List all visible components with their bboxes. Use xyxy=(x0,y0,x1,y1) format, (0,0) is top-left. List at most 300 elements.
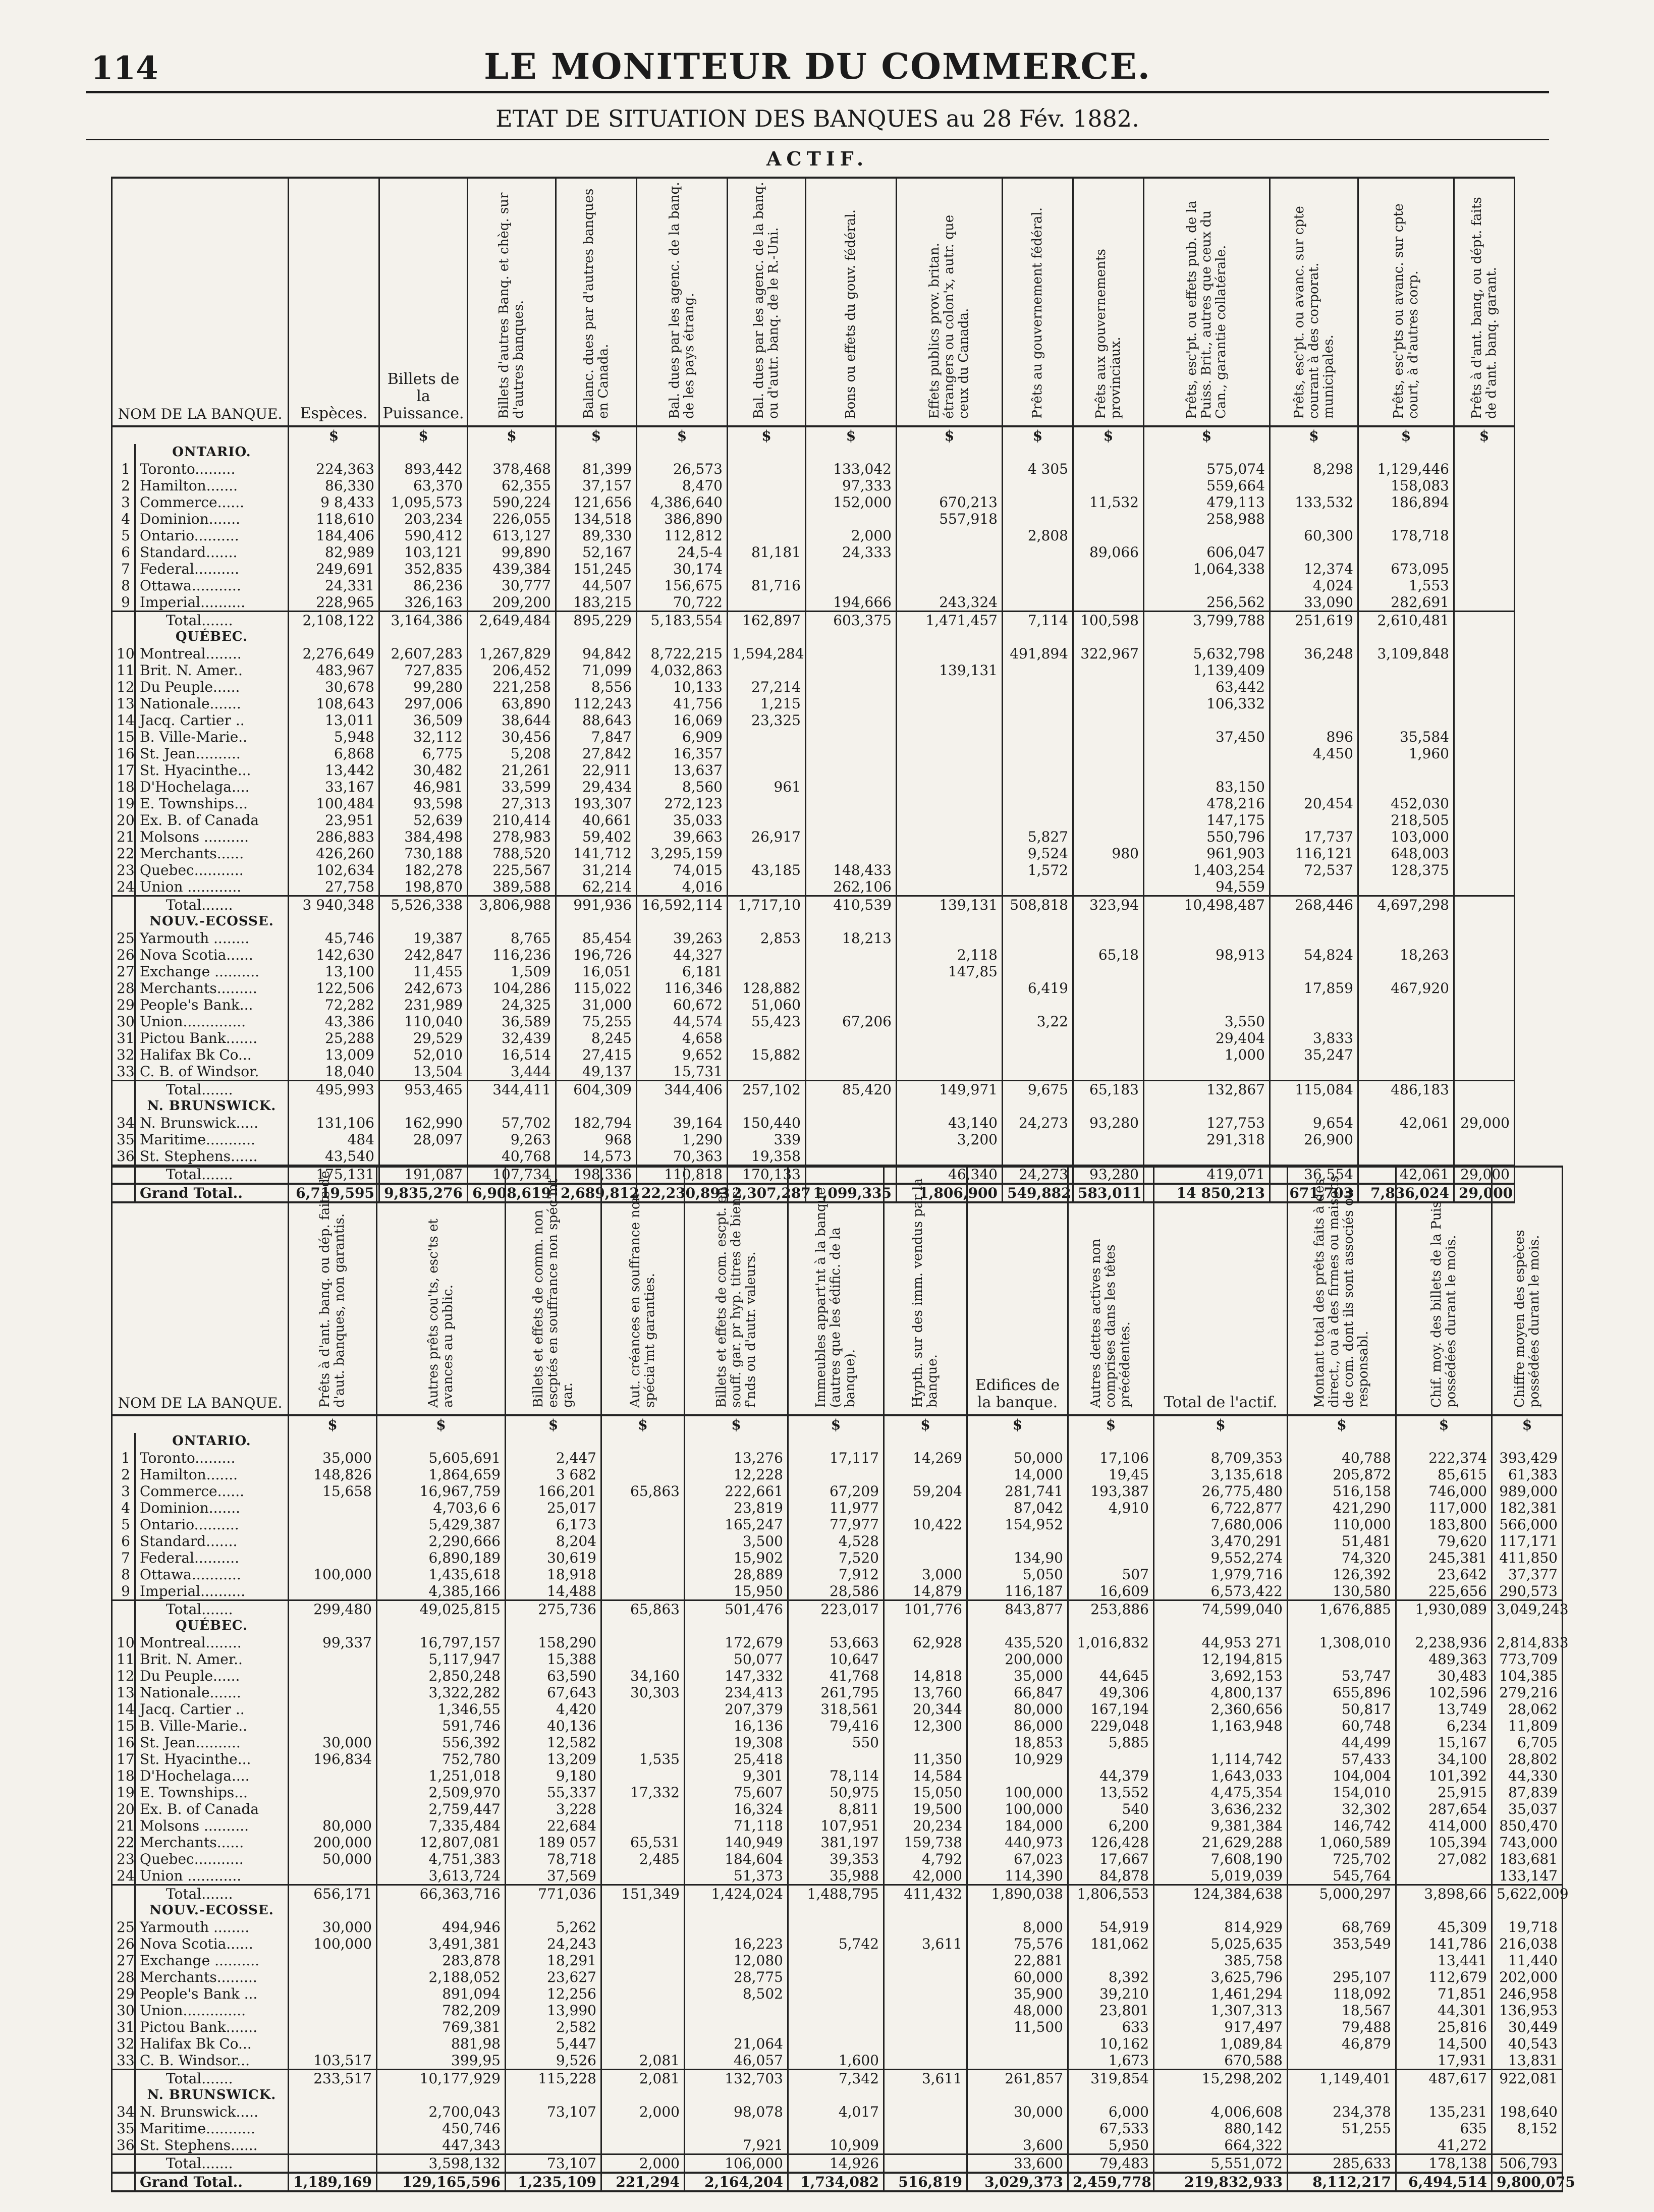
bank-row xyxy=(112,862,1515,878)
value-cell xyxy=(1358,1131,1454,1148)
value-cell: 3,322,282 xyxy=(377,1684,506,1701)
value-cell: 4,450 xyxy=(1270,745,1358,762)
value-cell: 65,863 xyxy=(601,1600,685,1618)
value-cell xyxy=(1073,779,1144,795)
value-cell xyxy=(1068,1533,1154,1550)
currency-symbol: $ xyxy=(897,426,1003,444)
value-cell: 435,520 xyxy=(967,1634,1068,1651)
column-header-label: Edifices de la banque. xyxy=(975,1376,1060,1411)
bank-row xyxy=(112,1718,1563,1734)
value-cell xyxy=(1358,1013,1454,1030)
value-cell xyxy=(1003,997,1073,1013)
value-cell: 16,797,157 xyxy=(377,1634,506,1651)
bank-row xyxy=(112,930,1515,947)
value-cell xyxy=(1073,712,1144,729)
value-cell xyxy=(1358,511,1454,527)
column-header xyxy=(728,178,806,426)
empty-cell xyxy=(1288,2087,1396,2104)
row-index: 10 xyxy=(112,1634,135,1651)
value-cell: 116,346 xyxy=(637,980,728,997)
value-cell xyxy=(728,845,806,862)
row-index: 1 xyxy=(112,1450,135,1466)
value-cell xyxy=(1454,729,1515,745)
row-index: 13 xyxy=(112,1684,135,1701)
value-cell: 9,552,274 xyxy=(1154,1550,1288,1566)
value-cell: 393,429 xyxy=(1492,1450,1563,1466)
value-cell: 4,528 xyxy=(788,1533,884,1550)
value-cell: 39,263 xyxy=(637,930,728,947)
bank-name: Union.............. xyxy=(135,1013,289,1030)
value-cell: 12,194,815 xyxy=(1154,1651,1288,1668)
value-cell xyxy=(1144,577,1270,594)
value-cell: 16,324 xyxy=(685,1801,788,1817)
value-cell xyxy=(884,1500,967,1516)
value-cell xyxy=(1144,997,1270,1013)
empty-cell xyxy=(1454,444,1515,461)
journal-title: LE MONITEUR DU COMMERCE. xyxy=(484,45,1151,87)
value-cell xyxy=(1073,729,1144,745)
empty-cell xyxy=(1144,629,1270,645)
value-cell xyxy=(1003,779,1073,795)
value-cell: 1,163,948 xyxy=(1154,1718,1288,1734)
value-cell: 384,498 xyxy=(379,828,468,845)
value-cell: 478,216 xyxy=(1144,795,1270,812)
value-cell: 291,318 xyxy=(1144,1131,1270,1148)
value-cell: 752,780 xyxy=(377,1751,506,1767)
empty-cell xyxy=(1358,1098,1454,1115)
currency-symbol: $ xyxy=(1288,1415,1396,1433)
value-cell: 27,214 xyxy=(728,679,806,695)
value-cell xyxy=(289,1668,377,1684)
value-cell: 81,181 xyxy=(728,544,806,561)
currency-symbol: $ xyxy=(967,1415,1068,1433)
empty-cell xyxy=(377,1433,506,1450)
row-index: 27 xyxy=(112,963,135,980)
empty-cell xyxy=(685,1618,788,1634)
empty-cell xyxy=(112,1415,289,1433)
value-cell: 53,747 xyxy=(1288,1668,1396,1684)
value-cell xyxy=(1454,577,1515,594)
row-index: 31 xyxy=(112,2019,135,2035)
value-cell: 48,000 xyxy=(967,2002,1068,2019)
value-cell: 112,679 xyxy=(1396,1969,1492,1985)
value-cell: 2,689,812 xyxy=(556,1184,637,1202)
value-cell xyxy=(806,1063,897,1081)
assets-table-part-1 xyxy=(111,177,1515,1203)
value-cell: 2,759,447 xyxy=(377,1801,506,1817)
value-cell: 74,599,040 xyxy=(1154,1600,1288,1618)
bank-name: Standard....... xyxy=(135,1533,289,1550)
bank-name: Merchants......... xyxy=(135,980,289,997)
value-cell xyxy=(897,980,1003,997)
value-cell: 20,344 xyxy=(884,1701,967,1718)
value-cell: 10,422 xyxy=(884,1516,967,1533)
bank-row xyxy=(112,1985,1563,2002)
bank-name: Standard....... xyxy=(135,544,289,561)
value-cell: 4,800,137 xyxy=(1154,1684,1288,1701)
value-cell xyxy=(788,2120,884,2137)
bank-name: Dominion....... xyxy=(135,1500,289,1516)
value-cell xyxy=(897,997,1003,1013)
value-cell: 16,069 xyxy=(637,712,728,729)
value-cell: 297,006 xyxy=(379,695,468,712)
value-cell xyxy=(1073,812,1144,828)
bank-row xyxy=(112,729,1515,745)
value-cell xyxy=(1358,1030,1454,1046)
value-cell xyxy=(1454,494,1515,511)
province-total-row xyxy=(112,2070,1563,2087)
value-cell: 6,775 xyxy=(379,745,468,762)
value-cell xyxy=(1068,1952,1154,1969)
value-cell xyxy=(884,2104,967,2120)
value-cell: 154,010 xyxy=(1288,1784,1396,1801)
value-cell: 557,918 xyxy=(897,511,1003,527)
value-cell xyxy=(1073,997,1144,1013)
empty-cell xyxy=(468,1098,556,1115)
value-cell: 100,598 xyxy=(1073,612,1144,629)
value-cell: 15,388 xyxy=(506,1651,601,1668)
value-cell: 655,896 xyxy=(1288,1684,1396,1701)
value-cell: 15,950 xyxy=(685,1583,788,1600)
row-index: 32 xyxy=(112,2035,135,2052)
value-cell: 118,610 xyxy=(289,511,379,527)
value-cell: 389,588 xyxy=(468,878,556,896)
value-cell xyxy=(1003,1131,1073,1148)
value-cell xyxy=(806,561,897,577)
empty-cell xyxy=(637,913,728,930)
value-cell: 128,882 xyxy=(728,980,806,997)
value-cell: 17,667 xyxy=(1068,1851,1154,1867)
value-cell xyxy=(897,812,1003,828)
value-cell: 9,180 xyxy=(506,1767,601,1784)
value-cell: 110,000 xyxy=(1288,1516,1396,1533)
value-cell: 550,796 xyxy=(1144,828,1270,845)
value-cell xyxy=(289,2120,377,2137)
value-cell xyxy=(1454,1148,1515,1166)
value-cell: 21,629,288 xyxy=(1154,1834,1288,1851)
value-cell: 184,604 xyxy=(685,1851,788,1867)
value-cell: 122,506 xyxy=(289,980,379,997)
value-cell: 9 8,433 xyxy=(289,494,379,511)
row-index: 20 xyxy=(112,1801,135,1817)
value-cell: 2,000 xyxy=(601,2154,685,2173)
bank-name: Merchants...... xyxy=(135,845,289,862)
value-cell: 1,060,589 xyxy=(1288,1834,1396,1851)
subtitle-rule xyxy=(86,139,1549,140)
value-cell: 55,337 xyxy=(506,1784,601,1801)
value-cell: 67,209 xyxy=(788,1483,884,1500)
column-header-label: Hypth. sur des imm. vendus par la banque. xyxy=(910,1178,940,1408)
bank-name: Yarmouth ........ xyxy=(135,930,289,947)
value-cell: 28,586 xyxy=(788,1583,884,1600)
value-cell xyxy=(806,745,897,762)
value-cell: 606,047 xyxy=(1144,544,1270,561)
column-header xyxy=(289,178,379,426)
empty-cell xyxy=(506,1902,601,1919)
value-cell: 725,702 xyxy=(1288,1851,1396,1867)
value-cell xyxy=(1003,729,1073,745)
column-header-label: Immeubles appart'nt à la banque (autres que les édific. de la banque). xyxy=(813,1187,858,1408)
value-cell: 6,419 xyxy=(1003,980,1073,997)
value-cell: 7,912 xyxy=(788,1566,884,1583)
value-cell xyxy=(1288,1952,1396,1969)
value-cell: 30,678 xyxy=(289,679,379,695)
value-cell: 344,411 xyxy=(468,1081,556,1098)
column-header xyxy=(1288,1167,1396,1415)
value-cell xyxy=(1073,963,1144,980)
column-header-row xyxy=(112,1167,1563,1415)
value-cell: 100,484 xyxy=(289,795,379,812)
value-cell: 8,811 xyxy=(788,1801,884,1817)
value-cell: 1,553 xyxy=(1358,577,1454,594)
value-cell xyxy=(1454,845,1515,862)
value-cell: 479,113 xyxy=(1144,494,1270,511)
value-cell: 110,040 xyxy=(379,1013,468,1030)
province-section-row xyxy=(112,2087,1563,2104)
value-cell: 198,336 xyxy=(556,1166,637,1184)
column-header xyxy=(468,178,556,426)
value-cell xyxy=(506,2137,601,2154)
value-cell xyxy=(1073,1013,1144,1030)
value-cell xyxy=(884,2154,967,2173)
bank-row xyxy=(112,1634,1563,1651)
value-cell xyxy=(897,845,1003,862)
column-header xyxy=(685,1167,788,1415)
value-cell xyxy=(967,2052,1068,2070)
value-cell xyxy=(1144,963,1270,980)
empty-cell xyxy=(884,2087,967,2104)
value-cell xyxy=(1358,1148,1454,1166)
value-cell: 590,412 xyxy=(379,527,468,544)
value-cell: 19,358 xyxy=(728,1148,806,1166)
empty-cell xyxy=(377,1618,506,1634)
value-cell xyxy=(806,1148,897,1166)
value-cell: 4,751,383 xyxy=(377,1851,506,1867)
value-cell: 44,645 xyxy=(1068,1668,1154,1684)
value-cell: 4,385,166 xyxy=(377,1583,506,1600)
value-cell: 16,967,759 xyxy=(377,1483,506,1500)
bank-name: Dominion....... xyxy=(135,511,289,527)
value-cell: 2,649,484 xyxy=(468,612,556,629)
value-cell: 182,278 xyxy=(379,862,468,878)
value-cell xyxy=(1073,695,1144,712)
value-cell xyxy=(1454,527,1515,544)
currency-symbol: $ xyxy=(1454,426,1515,444)
bank-name: Montreal........ xyxy=(135,1634,289,1651)
value-cell: 24,325 xyxy=(468,997,556,1013)
value-cell: 3,295,159 xyxy=(637,845,728,862)
empty-cell xyxy=(289,2087,377,2104)
bank-row xyxy=(112,845,1515,862)
value-cell xyxy=(1454,862,1515,878)
row-index: 13 xyxy=(112,695,135,712)
value-cell: 21,261 xyxy=(468,762,556,779)
value-cell: 34,100 xyxy=(1396,1751,1492,1767)
value-cell: 222,661 xyxy=(685,1483,788,1500)
value-cell: 25,816 xyxy=(1396,2019,1492,2035)
column-header-label: Billets d'autres Banq. et chèq. sur d'autres banques. xyxy=(497,192,526,419)
value-cell: 5,551,072 xyxy=(1154,2154,1288,2173)
province-total-row xyxy=(112,1885,1563,1903)
value-cell xyxy=(897,561,1003,577)
value-cell: 242,847 xyxy=(379,947,468,963)
value-cell: 229,048 xyxy=(1068,1718,1154,1734)
empty-cell xyxy=(1003,1098,1073,1115)
value-cell: 35,033 xyxy=(637,812,728,828)
value-cell: 209,200 xyxy=(468,594,556,612)
currency-row xyxy=(112,1415,1563,1433)
value-cell xyxy=(1003,1063,1073,1081)
value-cell: 9,652 xyxy=(637,1046,728,1063)
empty-cell xyxy=(556,444,637,461)
value-cell xyxy=(1270,1063,1358,1081)
value-cell: 501,476 xyxy=(685,1600,788,1618)
value-cell: 1,960 xyxy=(1358,745,1454,762)
column-header xyxy=(637,178,728,426)
empty-cell xyxy=(884,1433,967,1450)
row-index xyxy=(112,2070,135,2087)
bank-name: People's Bank... xyxy=(135,997,289,1013)
value-cell: 65,531 xyxy=(601,1834,685,1851)
value-cell xyxy=(1003,712,1073,729)
value-cell: 159,738 xyxy=(884,1834,967,1851)
value-cell xyxy=(1003,695,1073,712)
value-cell: 133,042 xyxy=(806,461,897,477)
bank-name: Molsons .......... xyxy=(135,1817,289,1834)
bank-row xyxy=(112,812,1515,828)
table-body xyxy=(112,1415,1575,2191)
bank-name: C. B. of Windsor. xyxy=(135,1063,289,1081)
value-cell: 1,535 xyxy=(601,1751,685,1767)
value-cell: 7,342 xyxy=(788,2070,884,2087)
empty-cell xyxy=(506,2087,601,2104)
value-cell: 132,703 xyxy=(685,2070,788,2087)
value-cell xyxy=(1358,963,1454,980)
value-cell: 30,777 xyxy=(468,577,556,594)
value-cell xyxy=(1003,577,1073,594)
value-cell: 29,000 xyxy=(1454,1184,1515,1202)
value-cell xyxy=(806,729,897,745)
value-cell: 24,331 xyxy=(289,577,379,594)
value-cell: 1,099,335 xyxy=(806,1184,897,1202)
value-cell: 102,596 xyxy=(1396,1684,1492,1701)
currency-symbol: $ xyxy=(728,426,806,444)
value-cell: 25,017 xyxy=(506,1500,601,1516)
value-cell xyxy=(1454,779,1515,795)
empty-cell xyxy=(379,1098,468,1115)
bank-row xyxy=(112,1969,1563,1985)
value-cell: 103,517 xyxy=(289,2052,377,2070)
value-cell xyxy=(601,1583,685,1600)
value-cell xyxy=(884,2137,967,2154)
value-cell: 200,000 xyxy=(289,1834,377,1851)
empty-cell xyxy=(289,1433,377,1450)
bank-name: Quebec........... xyxy=(135,862,289,878)
value-cell xyxy=(1068,1550,1154,1566)
value-cell: 22,911 xyxy=(556,762,637,779)
value-cell: 139,131 xyxy=(897,662,1003,679)
empty-cell xyxy=(637,629,728,645)
row-index: 32 xyxy=(112,1046,135,1063)
value-cell: 556,392 xyxy=(377,1734,506,1751)
bank-row xyxy=(112,1533,1563,1550)
value-cell: 15,050 xyxy=(884,1784,967,1801)
value-cell: 3,109,848 xyxy=(1358,645,1454,662)
value-cell: 285,633 xyxy=(1288,2154,1396,2173)
value-cell: 107,951 xyxy=(788,1817,884,1834)
bank-row xyxy=(112,1516,1563,1533)
bank-name: Nova Scotia...... xyxy=(135,1936,289,1952)
value-cell: 37,569 xyxy=(506,1867,601,1885)
value-cell: 5,632,798 xyxy=(1144,645,1270,662)
value-cell: 32,112 xyxy=(379,729,468,745)
value-cell: 2,853 xyxy=(728,930,806,947)
value-cell: 1,016,832 xyxy=(1068,1634,1154,1651)
value-cell: 12,300 xyxy=(884,1718,967,1734)
province-heading: N. BRUNSWICK. xyxy=(135,1098,289,1115)
value-cell: 17,106 xyxy=(1068,1450,1154,1466)
value-cell xyxy=(289,1500,377,1516)
value-cell: 51,255 xyxy=(1288,2120,1396,2137)
empty-cell xyxy=(506,1618,601,1634)
row-index: 22 xyxy=(112,1834,135,1851)
empty-cell xyxy=(556,913,637,930)
row-index: 8 xyxy=(112,1566,135,1583)
value-cell: 261,857 xyxy=(967,2070,1068,2087)
column-header-label: Billets de la Puissance. xyxy=(382,370,464,422)
value-cell: 75,255 xyxy=(556,1013,637,1030)
value-cell: 3,613,724 xyxy=(377,1867,506,1885)
value-cell: 2,000 xyxy=(806,527,897,544)
value-cell: 44,327 xyxy=(637,947,728,963)
value-cell xyxy=(1454,1013,1515,1030)
value-cell: 43,540 xyxy=(289,1148,379,1166)
value-cell xyxy=(728,494,806,511)
value-cell: 1,346,55 xyxy=(377,1701,506,1718)
value-cell: 45,309 xyxy=(1396,1919,1492,1936)
value-cell xyxy=(1454,980,1515,997)
row-index: 8 xyxy=(112,577,135,594)
value-cell xyxy=(1454,594,1515,612)
value-cell: 13,990 xyxy=(506,2002,601,2019)
bank-row xyxy=(112,695,1515,712)
value-cell: 148,826 xyxy=(289,1466,377,1483)
value-cell: 51,373 xyxy=(685,1867,788,1885)
value-cell xyxy=(1003,594,1073,612)
bank-row xyxy=(112,2120,1563,2137)
value-cell xyxy=(289,2104,377,2120)
value-cell: 40,788 xyxy=(1288,1450,1396,1466)
value-cell xyxy=(967,2120,1068,2137)
value-cell: 1,572 xyxy=(1003,862,1073,878)
value-cell: 3,598,132 xyxy=(377,2154,506,2173)
value-cell: 19,718 xyxy=(1492,1919,1563,1936)
value-cell: 299,480 xyxy=(289,1600,377,1618)
value-cell xyxy=(601,1651,685,1668)
value-cell: 28,062 xyxy=(1492,1701,1563,1718)
value-cell xyxy=(1270,544,1358,561)
value-cell xyxy=(1454,712,1515,729)
empty-cell xyxy=(377,1902,506,1919)
empty-cell xyxy=(1288,1433,1396,1450)
value-cell xyxy=(1454,1030,1515,1046)
value-cell: 104,286 xyxy=(468,980,556,997)
value-cell: 107,734 xyxy=(468,1166,556,1184)
value-cell xyxy=(289,1801,377,1817)
value-cell: 5,605,691 xyxy=(377,1450,506,1466)
row-index xyxy=(112,1885,135,1903)
value-cell xyxy=(1270,1148,1358,1166)
